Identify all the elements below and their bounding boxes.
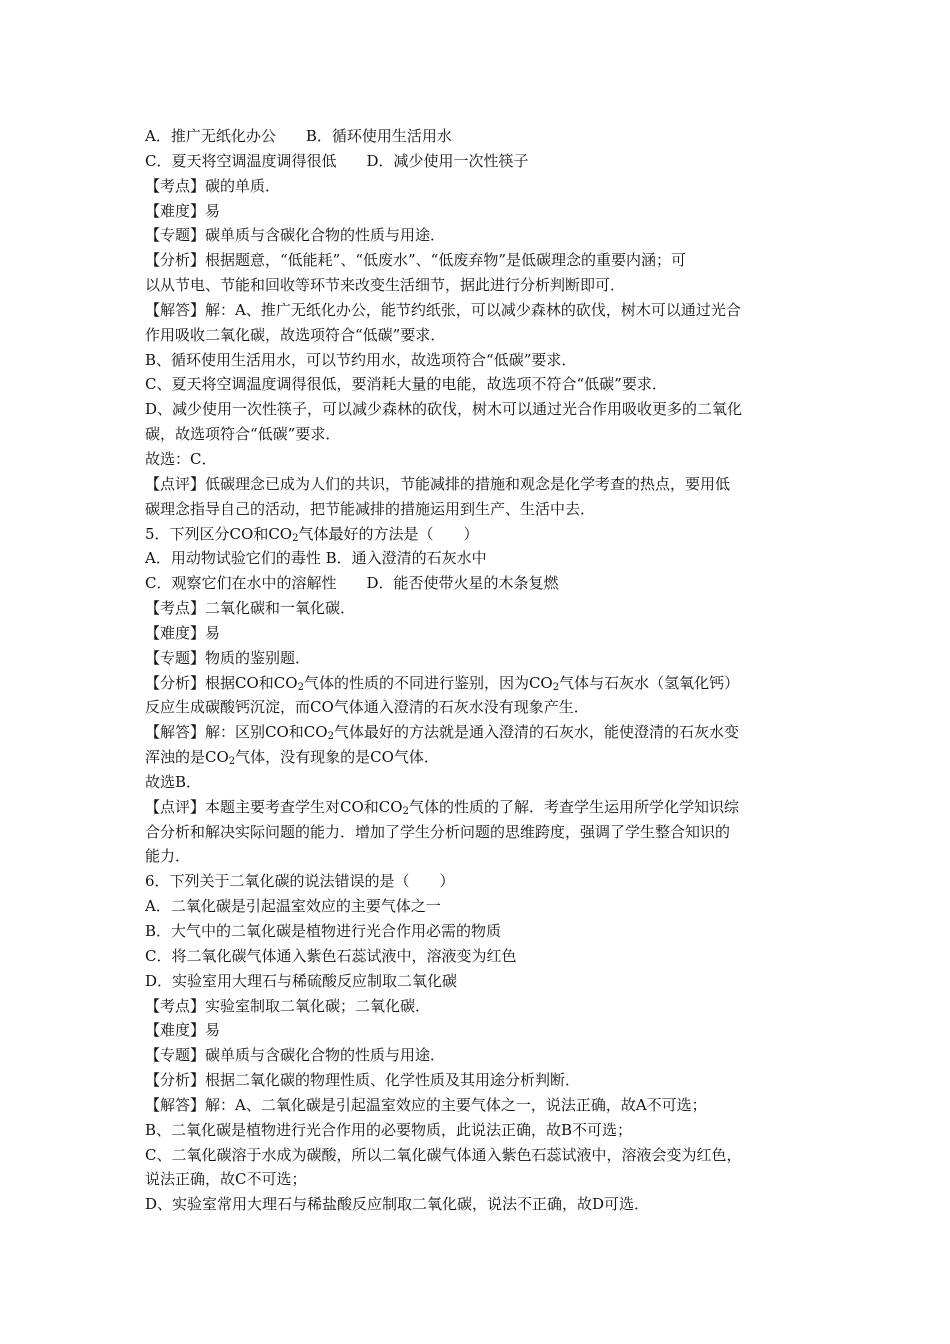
text-line: 说法正确，故C不可选； (145, 1170, 307, 1189)
text-line: 6．下列关于二氧化碳的说法错误的是（ ） (145, 872, 455, 891)
text-line: 故选：C． (145, 449, 217, 468)
text-line: 合分析和解决实际问题的能力．增加了学生分析问题的思维跨度，强调了学生整合知识的 (145, 822, 731, 841)
text-line: 浑浊的是$CO_2$气体，没有现象的是CO气体． (145, 748, 439, 768)
text-line: 反应生成碳酸钙沉淀，而CO气体通入澄清的石灰水没有现象产生． (145, 698, 589, 717)
text-line: 【专题】碳单质与含碳化合物的性质与用途． (145, 226, 446, 245)
text-line: 【解答】解：A、推广无纸化办公，能节约纸张，可以减少森林的砍伐，树木可以通过光合 (145, 300, 741, 319)
text-line: D．实验室用大理石与稀硫酸反应制取二氧化碳 (145, 971, 458, 990)
text-line: 【考点】碳的单质． (145, 176, 281, 195)
text-line: 以从节电、节能和回收等环节来改变生活细节，据此进行分析判断即可． (145, 276, 626, 295)
text-line: B．大气中的二氧化碳是植物进行光合作用必需的物质 (145, 922, 502, 940)
text-line: 【考点】实验室制取二氧化碳；二氧化碳． (145, 996, 431, 1015)
text-line: B、二氧化碳是植物进行光合作用的必要物质，此说法正确，故B不可选； (145, 1120, 633, 1139)
text-line: 【考点】二氧化碳和一氧化碳． (145, 599, 356, 618)
document-body (145, 124, 815, 1217)
text-line: 【分析】根据二氧化碳的物理性质、化学性质及其用途分析判断． (145, 1071, 581, 1090)
text-line: 5．下列区分CO和$CO_2$气体最好的方法是（ ） (145, 524, 479, 544)
text-line: 能力． (145, 847, 191, 866)
text-line: 碳理念指导自己的活动，把节能减排的措施运用到生产、生活中去． (145, 499, 596, 518)
text-line: D、减少使用一次性筷子，可以减少森林的砍伐，树木可以通过光合作用吸收更多的二氧化 (145, 400, 743, 419)
text-line: C．夏天将空调温度调得很低 D．减少使用一次性筷子 (145, 151, 529, 170)
text-line: C、夏天将空调温度调得很低，要消耗大量的电能，故选项不符合“低碳”要求． (145, 375, 667, 394)
text-line: A．二氧化碳是引起温室效应的主要气体之一 (145, 897, 441, 916)
text-line: A．推广无纸化办公 B．循环使用生活用水 (145, 127, 452, 145)
text-line: D、实验室常用大理石与稀盐酸反应制取二氧化碳，说法不正确，故D可选． (145, 1195, 650, 1214)
text-line: 碳，故选项符合“低碳”要求． (145, 425, 341, 444)
text-line: C．将二氧化碳气体通入紫色石蕊试液中，溶液变为红色 (145, 946, 517, 965)
text-line: C、二氧化碳溶于水成为碳酸，所以二氧化碳气体通入紫色石蕊试液中，溶液会变为红色， (145, 1145, 742, 1164)
text-line: 【解答】解：A、二氧化碳是引起温室效应的主要气体之一，说法正确，故A不可选； (145, 1095, 707, 1114)
text-line: 【点评】本题主要考查学生对CO和$CO_2$气体的性质的了解．考查学生运用所学化学知识综 (145, 797, 739, 817)
text-line: 【难度】易 (145, 1021, 221, 1040)
text-line: B、循环使用生活用水，可以节约用水，故选项符合“低碳”要求． (145, 350, 577, 369)
text-line: 【难度】易 (145, 623, 221, 642)
text-line: 作用吸收二氧化碳，故选项符合“低碳”要求． (145, 325, 446, 344)
text-line: A．用动物试验它们的毒性 B．通入澄清的石灰水中 (145, 549, 487, 568)
text-line: 【专题】碳单质与含碳化合物的性质与用途． (145, 1046, 446, 1065)
text-line: 【专题】物质的鉴别题． (145, 648, 311, 667)
text-line: 【分析】根据CO和$CO_2$气体的性质的不同进行鉴别，因为$CO_2$气体与石灰水（氢氧化钙） (145, 673, 740, 693)
text-line: 故选B． (145, 772, 202, 791)
text-line: 【分析】根据题意，“低能耗”、“低废水”、“低废弃物”是低碳理念的重要内涵；可 (145, 251, 687, 270)
text-line: 【点评】低碳理念已成为人们的共识，节能减排的措施和观念是化学考查的热点，要用低 (145, 474, 731, 493)
text-line: 【解答】解：区别CO和$CO_2$气体最好的方法就是通入澄清的石灰水，能使澄清的石灰水变 (145, 723, 739, 743)
text-line: 【难度】易 (145, 201, 221, 220)
text-line: C．观察它们在水中的溶解性 D．能否使带火星的木条复燃 (145, 574, 559, 593)
